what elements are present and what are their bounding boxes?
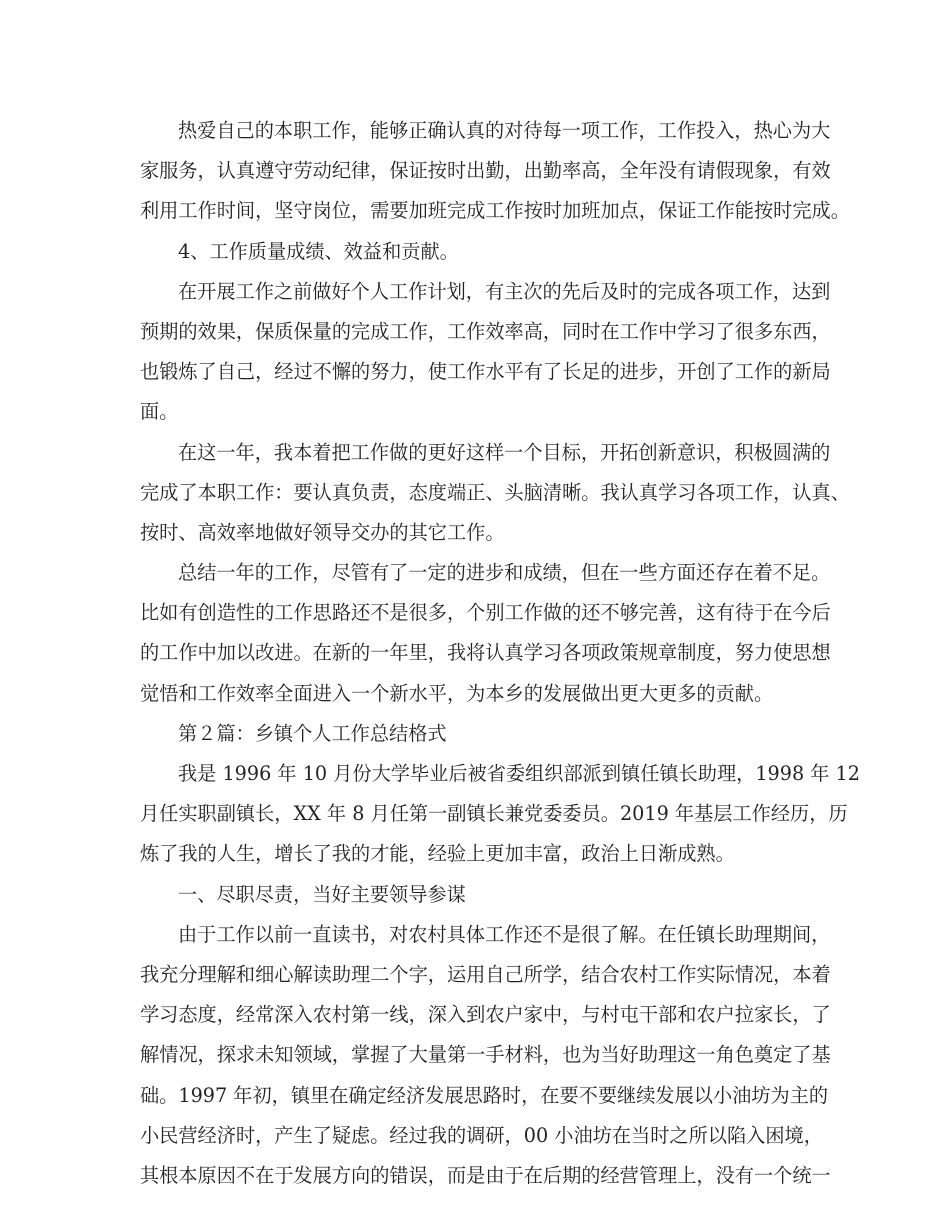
text-line: 也锻炼了自己，经过不懈的努力，使工作水平有了长足的进步，开创了工作的新局 xyxy=(140,360,831,384)
text-line: 利用工作时间，坚守岗位，需要加班完成工作按时加班加点，保证工作能按时完成。 xyxy=(140,199,850,223)
text-line: 按时、高效率地做好领导交办的其它工作。 xyxy=(140,520,505,544)
text-line: 总结一年的工作，尽管有了一定的进步和成绩，但在一些方面还存在着不足。 xyxy=(178,561,831,585)
text-line: 热爱自己的本职工作，能够正确认真的对待每一项工作，工作投入，热心为大 xyxy=(178,119,831,142)
text-line: 其根本原因不在于发展方向的错误，而是由于在后期的经营管理上，没有一个统一 xyxy=(140,1163,831,1187)
text-line: 在这一年，我本着把工作做的更好这样一个目标，开拓创新意识，积极圆满的 xyxy=(178,440,831,464)
text-line: 我是 1996 年 10 月份大学毕业后被省委组织部派到镇任镇长助理，1998 年 12 xyxy=(178,762,860,785)
text-line: 解情况，探求未知领域，掌握了大量第一手材料，也为当好助理这一角色奠定了基 xyxy=(140,1043,831,1067)
text-line: 我充分理解和细心解读助理二个字，运用自己所学，结合农村工作实际情况，本着 xyxy=(140,962,831,986)
section-heading: 一、尽职尽责，当好主要领导参谋 xyxy=(178,882,466,906)
text-line: 由于工作以前一直读书，对农村具体工作还不是很了解。在任镇长助理期间， xyxy=(178,922,831,946)
text-line: 础。1997 年初，镇里在确定经济发展思路时，在要不要继续发展以小油坊为主的 xyxy=(140,1083,829,1107)
text-line: 面。 xyxy=(140,400,179,424)
section-heading: 4、工作质量成绩、效益和贡献。 xyxy=(178,239,459,263)
text-line: 觉悟和工作效率全面进入一个新水平，为本乡的发展做出更大更多的贡献。 xyxy=(140,681,774,705)
text-line: 炼了我的人生，增长了我的才能，经验上更加丰富，政治上日渐成熟。 xyxy=(140,842,735,866)
text-line: 的工作中加以改进。在新的一年里，我将认真学习各项政策规章制度，努力使思想 xyxy=(140,641,831,665)
text-line: 在开展工作之前做好个人工作计划，有主次的先后及时的完成各项工作，达到 xyxy=(178,279,831,303)
text-line: 预期的效果，保质保量的完成工作，工作效率高，同时在工作中学习了很多东西， xyxy=(140,319,831,343)
document-body xyxy=(140,111,860,1196)
text-line: 月任实职副镇长，XX 年 8 月任第一副镇长兼党委委员。2019 年基层工作经历，历 xyxy=(140,802,848,826)
text-line: 比如有创造性的工作思路还不是很多，个别工作做的还不够完善，这有待于在今后 xyxy=(140,601,831,625)
text-line: 家服务，认真遵守劳动纪律，保证按时出勤，出勤率高，全年没有请假现象，有效 xyxy=(140,159,831,183)
text-line: 学习态度，经常深入农村第一线，深入到农户家中，与村屯干部和农户拉家长，了 xyxy=(140,1003,831,1027)
text-line: 完成了本职工作：要认真负责，态度端正、头脑清晰。我认真学习各项工作，认真、 xyxy=(140,480,850,504)
article-heading: 第２篇：乡镇个人工作总结格式 xyxy=(178,721,447,745)
text-line: 小民营经济时，产生了疑虑。经过我的调研，00 小油坊在当时之所以陷入困境， xyxy=(140,1123,823,1147)
